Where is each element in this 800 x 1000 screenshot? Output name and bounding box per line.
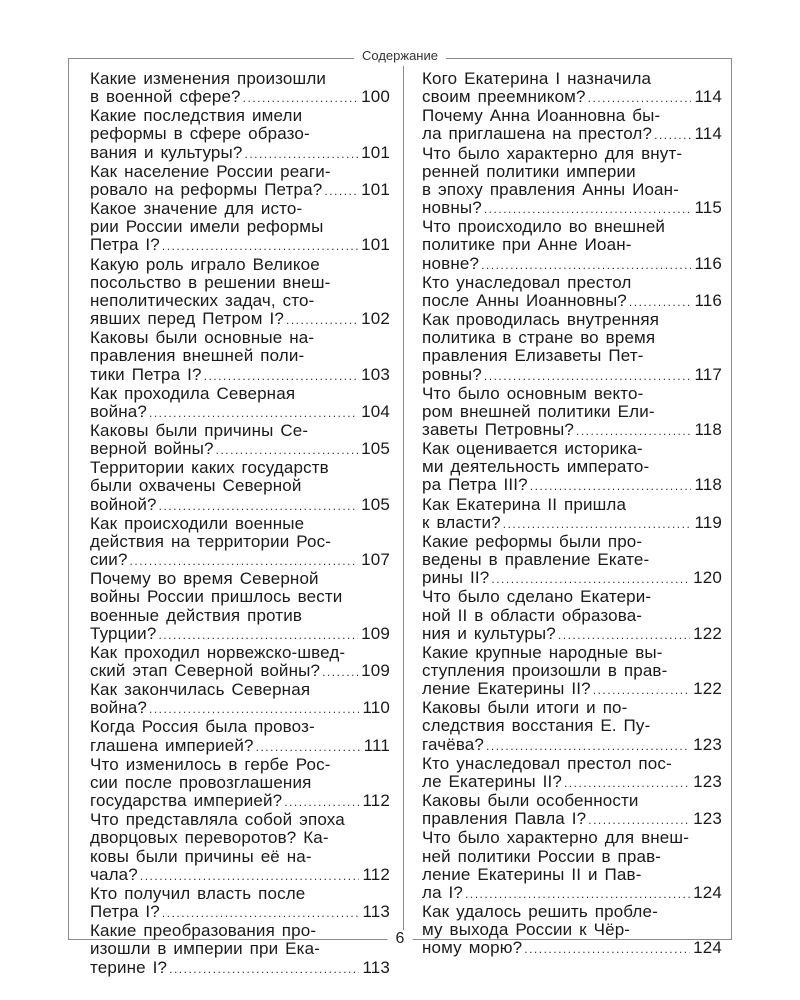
dot-leader bbox=[324, 182, 358, 200]
toc-entry-page: 113 bbox=[362, 902, 390, 922]
toc-entry[interactable] bbox=[90, 570, 390, 644]
page-title: Содержание bbox=[354, 48, 446, 63]
toc-entry-text: ла I? bbox=[422, 882, 464, 902]
toc-entry[interactable] bbox=[90, 681, 390, 718]
dot-leader bbox=[284, 793, 359, 811]
toc-entry[interactable] bbox=[90, 885, 390, 922]
toc-entry-page: 119 bbox=[694, 512, 722, 532]
dot-leader bbox=[130, 552, 359, 570]
toc-entry-text: Турции? bbox=[90, 623, 157, 643]
toc-left-column bbox=[90, 70, 390, 978]
toc-entry-line: Что было основным векто- bbox=[422, 383, 644, 403]
toc-entry[interactable] bbox=[90, 200, 390, 255]
toc-entry-line: Что было сделано Екатери- bbox=[422, 587, 652, 607]
toc-entry[interactable] bbox=[90, 811, 390, 885]
toc-entry-page: 103 bbox=[361, 364, 390, 384]
dot-leader bbox=[503, 515, 692, 533]
toc-entry-last-line bbox=[422, 569, 722, 588]
toc-entry[interactable] bbox=[90, 329, 390, 384]
toc-entry-last-line bbox=[90, 181, 390, 200]
toc-entry[interactable] bbox=[90, 256, 390, 330]
toc-entry-text: новны? bbox=[422, 198, 482, 218]
toc-entry[interactable] bbox=[422, 496, 722, 533]
toc-entry-line: политике при Анне Иоан- bbox=[422, 235, 632, 255]
column-divider bbox=[403, 66, 404, 932]
toc-entry-last-line bbox=[422, 199, 722, 218]
toc-entry-line: ведены в правление Екате- bbox=[422, 550, 650, 570]
toc-entry-line: Как удалось решить пробле- bbox=[422, 902, 658, 922]
toc-entry-last-line bbox=[422, 884, 722, 903]
dot-leader bbox=[465, 885, 690, 903]
dot-leader bbox=[558, 626, 690, 644]
dot-leader bbox=[629, 293, 692, 311]
toc-entry-text: к власти? bbox=[422, 512, 501, 532]
toc-entry-line: действия на территории Рос- bbox=[90, 531, 332, 551]
toc-entry-last-line bbox=[90, 959, 390, 978]
toc-entry-text: ление Екатерины II? bbox=[422, 679, 591, 699]
dot-leader bbox=[149, 404, 358, 422]
dot-leader bbox=[588, 811, 690, 829]
toc-entry-last-line bbox=[422, 125, 722, 144]
toc-entry-page: 115 bbox=[694, 198, 722, 218]
toc-entry-line: Что представляла собой эпоха bbox=[90, 810, 345, 830]
toc-entry-line: ковы были причины её на- bbox=[90, 846, 312, 866]
toc-entry[interactable] bbox=[90, 756, 390, 811]
toc-entry-text: после Анны Иоанновны? bbox=[422, 290, 627, 310]
toc-entry-page: 124 bbox=[693, 938, 722, 958]
toc-entry-line: ной II в области образова- bbox=[422, 605, 643, 625]
toc-entry-page: 114 bbox=[694, 124, 722, 144]
toc-entry-page: 118 bbox=[694, 419, 722, 439]
toc-entry-line: Кто получил власть после bbox=[90, 883, 306, 903]
toc-entry-line: рии России имели реформы bbox=[90, 217, 324, 237]
toc-entry-last-line bbox=[90, 551, 390, 570]
toc-entry-text: государства империей? bbox=[90, 791, 283, 811]
toc-entry-text: своим преемником? bbox=[422, 87, 586, 107]
toc-entry[interactable] bbox=[422, 440, 722, 495]
dot-leader bbox=[322, 663, 358, 681]
toc-entry-last-line bbox=[90, 903, 390, 922]
toc-entry-line: Как закончилась Северная bbox=[90, 680, 311, 700]
toc-entry[interactable] bbox=[422, 533, 722, 588]
dot-leader bbox=[491, 570, 690, 588]
dot-leader bbox=[484, 200, 692, 218]
toc-entry-last-line bbox=[90, 792, 390, 811]
dot-leader bbox=[486, 737, 690, 755]
toc-entry-line: военные действия против bbox=[90, 605, 303, 625]
dot-leader bbox=[162, 904, 360, 922]
toc-entry[interactable] bbox=[422, 70, 722, 107]
toc-entry[interactable] bbox=[90, 422, 390, 459]
toc-entry[interactable] bbox=[90, 385, 390, 422]
toc-entry-page: 112 bbox=[362, 864, 390, 884]
toc-entry-text: ровало на реформы Петра? bbox=[90, 179, 323, 199]
toc-entry-line: правления внешней поли- bbox=[90, 346, 305, 366]
toc-entry-page: 118 bbox=[694, 475, 722, 495]
toc-entry-last-line bbox=[90, 403, 390, 422]
toc-entry-line: ступления произошли в прав- bbox=[422, 661, 668, 680]
toc-entry-text: гачёва? bbox=[422, 734, 485, 754]
toc-entry-last-line bbox=[422, 939, 722, 958]
toc-entry-line: Каковы были итоги и по- bbox=[422, 698, 628, 718]
toc-entry-text: рины II? bbox=[422, 568, 490, 588]
toc-entry-text: ский этап Северной войны? bbox=[90, 661, 321, 680]
toc-entry-text: новне? bbox=[422, 253, 480, 273]
toc-entry-text: ному морю? bbox=[422, 938, 523, 958]
toc-entry[interactable] bbox=[422, 792, 722, 829]
toc-entry-line: Каковы были основные на- bbox=[90, 328, 315, 348]
toc-entry[interactable] bbox=[422, 274, 722, 311]
toc-entry-page: 100 bbox=[361, 87, 390, 107]
toc-entry-text: правления Павла I? bbox=[422, 809, 587, 829]
toc-entry-text: ра Петра III? bbox=[422, 475, 528, 495]
toc-entry-line: Территории каких государств bbox=[90, 458, 329, 478]
toc-entry-page: 105 bbox=[361, 439, 390, 459]
toc-entry-last-line bbox=[90, 366, 390, 385]
toc-entry-text: ния и культуры? bbox=[422, 623, 556, 643]
dot-leader bbox=[245, 145, 359, 163]
toc-entry-text: войной? bbox=[90, 494, 157, 514]
toc-entry-text: вания и культуры? bbox=[90, 142, 243, 162]
dot-leader bbox=[162, 237, 358, 255]
toc-entry-page: 122 bbox=[693, 679, 722, 699]
toc-entry-line: Кто унаследовал престол bbox=[422, 272, 632, 292]
toc-entry-text: глашена империей? bbox=[90, 735, 254, 755]
dot-leader bbox=[576, 422, 691, 440]
dot-leader bbox=[524, 940, 690, 958]
dot-leader bbox=[169, 960, 359, 978]
toc-entry-page: 116 bbox=[694, 253, 722, 273]
toc-entry[interactable] bbox=[90, 718, 390, 755]
toc-entry-last-line bbox=[422, 476, 722, 495]
toc-entry-line: посольство в решении внеш- bbox=[90, 272, 331, 292]
toc-entry-line: Какие крупные народные вы- bbox=[422, 642, 663, 662]
dot-leader bbox=[654, 126, 691, 144]
toc-entry-page: 102 bbox=[361, 309, 390, 329]
toc-entry-line: Каковы были причины Се- bbox=[90, 420, 309, 440]
toc-entry-last-line bbox=[422, 366, 722, 385]
toc-entry[interactable] bbox=[90, 644, 390, 681]
toc-entry-line: Что происходило во внешней bbox=[422, 217, 666, 237]
toc-entry-line: ром внешней политики Ели- bbox=[422, 401, 655, 421]
dot-leader bbox=[243, 89, 359, 107]
toc-entry-line: Как проходил норвежско-швед- bbox=[90, 642, 346, 662]
toc-entry-line: политика в стране во время bbox=[422, 328, 656, 348]
dot-leader bbox=[204, 367, 359, 385]
toc-entry-page: 101 bbox=[361, 179, 390, 199]
dot-leader bbox=[481, 256, 691, 274]
toc-entry-last-line bbox=[90, 496, 390, 515]
dot-leader bbox=[484, 367, 692, 385]
toc-entry-text: сии? bbox=[90, 550, 128, 570]
toc-entry-last-line bbox=[90, 236, 390, 255]
toc-entry-page: 101 bbox=[361, 235, 390, 255]
toc-entry-last-line bbox=[422, 292, 722, 311]
toc-entry-text: верной войны? bbox=[90, 439, 214, 459]
toc-entry[interactable] bbox=[422, 755, 722, 792]
toc-entry-last-line bbox=[90, 88, 390, 107]
toc-entry-line: ренней политики империи bbox=[422, 161, 636, 181]
toc-entry[interactable] bbox=[90, 515, 390, 570]
toc-entry-line: Что изменилось в гербе Рос- bbox=[90, 754, 331, 774]
toc-entry-page: 116 bbox=[694, 290, 722, 310]
toc-entry[interactable] bbox=[422, 644, 722, 699]
toc-entry-last-line bbox=[422, 421, 722, 440]
toc-entry-text: ле Екатерины II? bbox=[422, 771, 562, 791]
toc-entry-line: неполитических задач, сто- bbox=[90, 290, 315, 310]
toc-entry-line: Кого Екатерина I назначила bbox=[422, 69, 652, 88]
toc-entry-last-line bbox=[90, 737, 390, 756]
toc-entry-text: в военной сфере? bbox=[90, 87, 241, 107]
dot-leader bbox=[588, 89, 692, 107]
toc-entry-line: правления Елизаветы Пет- bbox=[422, 346, 644, 366]
toc-entry[interactable] bbox=[422, 699, 722, 754]
toc-entry-line: сии после провозглашения bbox=[90, 772, 312, 792]
toc-entry-page: 120 bbox=[693, 568, 722, 588]
toc-entry-last-line bbox=[422, 773, 722, 792]
toc-entry-line: Каковы были особенности bbox=[422, 791, 639, 811]
toc-entry-line: Что было характерно для внут- bbox=[422, 143, 683, 163]
toc-entry-last-line bbox=[422, 736, 722, 755]
toc-entry-text: Петра I? bbox=[90, 902, 160, 922]
toc-entry-page: 113 bbox=[362, 957, 390, 977]
toc-entry-last-line bbox=[90, 440, 390, 459]
toc-entry-line: Как проводилась внутренняя bbox=[422, 310, 660, 330]
toc-entry-line: ление Екатерины II и Пав- bbox=[422, 864, 642, 884]
toc-entry-text: явших перед Петром I? bbox=[90, 309, 284, 329]
toc-entry[interactable] bbox=[90, 922, 390, 977]
toc-entry-page: 104 bbox=[361, 401, 390, 421]
toc-entry-line: были охвачены Северной bbox=[90, 476, 302, 496]
toc-entry-last-line bbox=[90, 699, 390, 718]
toc-entry-line: Как происходили военные bbox=[90, 513, 305, 533]
toc-entry-last-line bbox=[422, 810, 722, 829]
toc-entry-text: война? bbox=[90, 401, 147, 421]
toc-entry-last-line bbox=[90, 625, 390, 644]
toc-entry-page: 122 bbox=[693, 623, 722, 643]
toc-entry-line: ней политики России в прав- bbox=[422, 846, 662, 866]
toc-entry-line: Кто унаследовал престол пос- bbox=[422, 753, 672, 773]
toc-entry-text: ровны? bbox=[422, 364, 482, 384]
toc-entry-line: Как проходила Северная bbox=[90, 383, 296, 403]
toc-entry-line: ми деятельность императо- bbox=[422, 457, 650, 477]
toc-entry-page: 112 bbox=[362, 791, 390, 811]
toc-entry-text: терине I? bbox=[90, 957, 168, 977]
dot-leader bbox=[593, 681, 690, 699]
toc-entry-page: 109 bbox=[361, 661, 390, 680]
dot-leader bbox=[530, 477, 692, 495]
toc-entry-line: Какие последствия имели bbox=[90, 106, 303, 126]
toc-entry-page: 110 bbox=[362, 698, 390, 718]
toc-entry-page: 107 bbox=[361, 550, 390, 570]
toc-entry-page: 123 bbox=[693, 771, 722, 791]
toc-entry[interactable] bbox=[90, 163, 390, 200]
toc-entry-line: реформы в сфере образо- bbox=[90, 124, 310, 144]
toc-entry-page: 109 bbox=[361, 623, 390, 643]
toc-entry-last-line bbox=[90, 662, 390, 681]
toc-entry-page: 114 bbox=[694, 87, 722, 107]
toc-entry-last-line bbox=[422, 680, 722, 699]
toc-entry-page: 111 bbox=[363, 735, 390, 755]
toc-entry[interactable] bbox=[422, 218, 722, 273]
toc-entry-line: Когда Россия была провоз- bbox=[90, 717, 315, 737]
toc-entry-page: 124 bbox=[693, 882, 722, 902]
toc-entry-line: Как Екатерина II пришла bbox=[422, 494, 627, 514]
toc-entry-text: ла приглашена на престол? bbox=[422, 124, 653, 144]
dot-leader bbox=[158, 626, 358, 644]
toc-entry-line: дворцовых переворотов? Ка- bbox=[90, 828, 329, 848]
toc-entry-page: 105 bbox=[361, 494, 390, 514]
toc-entry-text: чала? bbox=[90, 864, 138, 884]
toc-entry[interactable] bbox=[90, 70, 390, 107]
toc-entry-line: Как население России реаги- bbox=[90, 161, 331, 181]
dot-leader bbox=[140, 867, 360, 885]
toc-entry-line: Какие изменения произошли bbox=[90, 69, 327, 88]
toc-entry-page: 101 bbox=[361, 142, 390, 162]
toc-entry-text: заветы Петровны? bbox=[422, 419, 575, 439]
dot-leader bbox=[159, 497, 359, 515]
toc-entry-text: Петра I? bbox=[90, 235, 160, 255]
toc-entry-last-line bbox=[422, 625, 722, 644]
toc-entry-last-line bbox=[90, 310, 390, 329]
toc-entry-line: войны России пришлось вести bbox=[90, 587, 343, 607]
toc-entry-last-line bbox=[90, 866, 390, 885]
dot-leader bbox=[149, 700, 359, 718]
toc-entry-last-line bbox=[422, 514, 722, 533]
toc-entry[interactable] bbox=[90, 107, 390, 162]
toc-entry[interactable] bbox=[422, 903, 722, 958]
toc-entry[interactable] bbox=[422, 829, 722, 903]
toc-entry-line: Какое значение для исто- bbox=[90, 199, 303, 219]
dot-leader bbox=[256, 738, 361, 756]
toc-entry-last-line bbox=[90, 144, 390, 163]
toc-entry-line: в эпоху правления Анны Иоан- bbox=[422, 179, 679, 199]
toc-entry-line: Какую роль играло Великое bbox=[90, 254, 320, 274]
toc-entry-page: 123 bbox=[693, 809, 722, 829]
toc-right-column bbox=[422, 70, 722, 959]
toc-entry[interactable] bbox=[422, 311, 722, 385]
toc-entry-last-line bbox=[422, 88, 722, 107]
toc-entry-line: му выхода России к Чёр- bbox=[422, 920, 631, 940]
toc-entry-page: 117 bbox=[694, 364, 722, 384]
toc-entry[interactable] bbox=[422, 385, 722, 440]
page-number: 6 bbox=[388, 930, 413, 948]
toc-entry[interactable] bbox=[422, 588, 722, 643]
toc-entry-line: Что было характерно для внеш- bbox=[422, 828, 690, 848]
toc-entry[interactable] bbox=[422, 145, 722, 219]
dot-leader bbox=[564, 774, 690, 792]
dot-leader bbox=[286, 311, 358, 329]
toc-entry-line: изошли в империи при Ека- bbox=[90, 939, 320, 959]
toc-entry-line: Как оценивается историка- bbox=[422, 439, 643, 459]
toc-entry-line: Почему Анна Иоанновна бы- bbox=[422, 106, 661, 126]
toc-entry-line: Почему во время Северной bbox=[90, 569, 319, 589]
toc-entry-line: Какие реформы были про- bbox=[422, 531, 643, 551]
toc-entry[interactable] bbox=[90, 459, 390, 514]
dot-leader bbox=[216, 441, 359, 459]
toc-entry-line: Какие преобразования про- bbox=[90, 921, 317, 941]
toc-entry-page: 123 bbox=[693, 734, 722, 754]
toc-entry[interactable] bbox=[422, 107, 722, 144]
toc-entry-line: следствия восстания Е. Пу- bbox=[422, 716, 651, 736]
toc-entry-last-line bbox=[422, 255, 722, 274]
toc-entry-text: тики Петра I? bbox=[90, 364, 202, 384]
toc-entry-text: война? bbox=[90, 698, 147, 718]
